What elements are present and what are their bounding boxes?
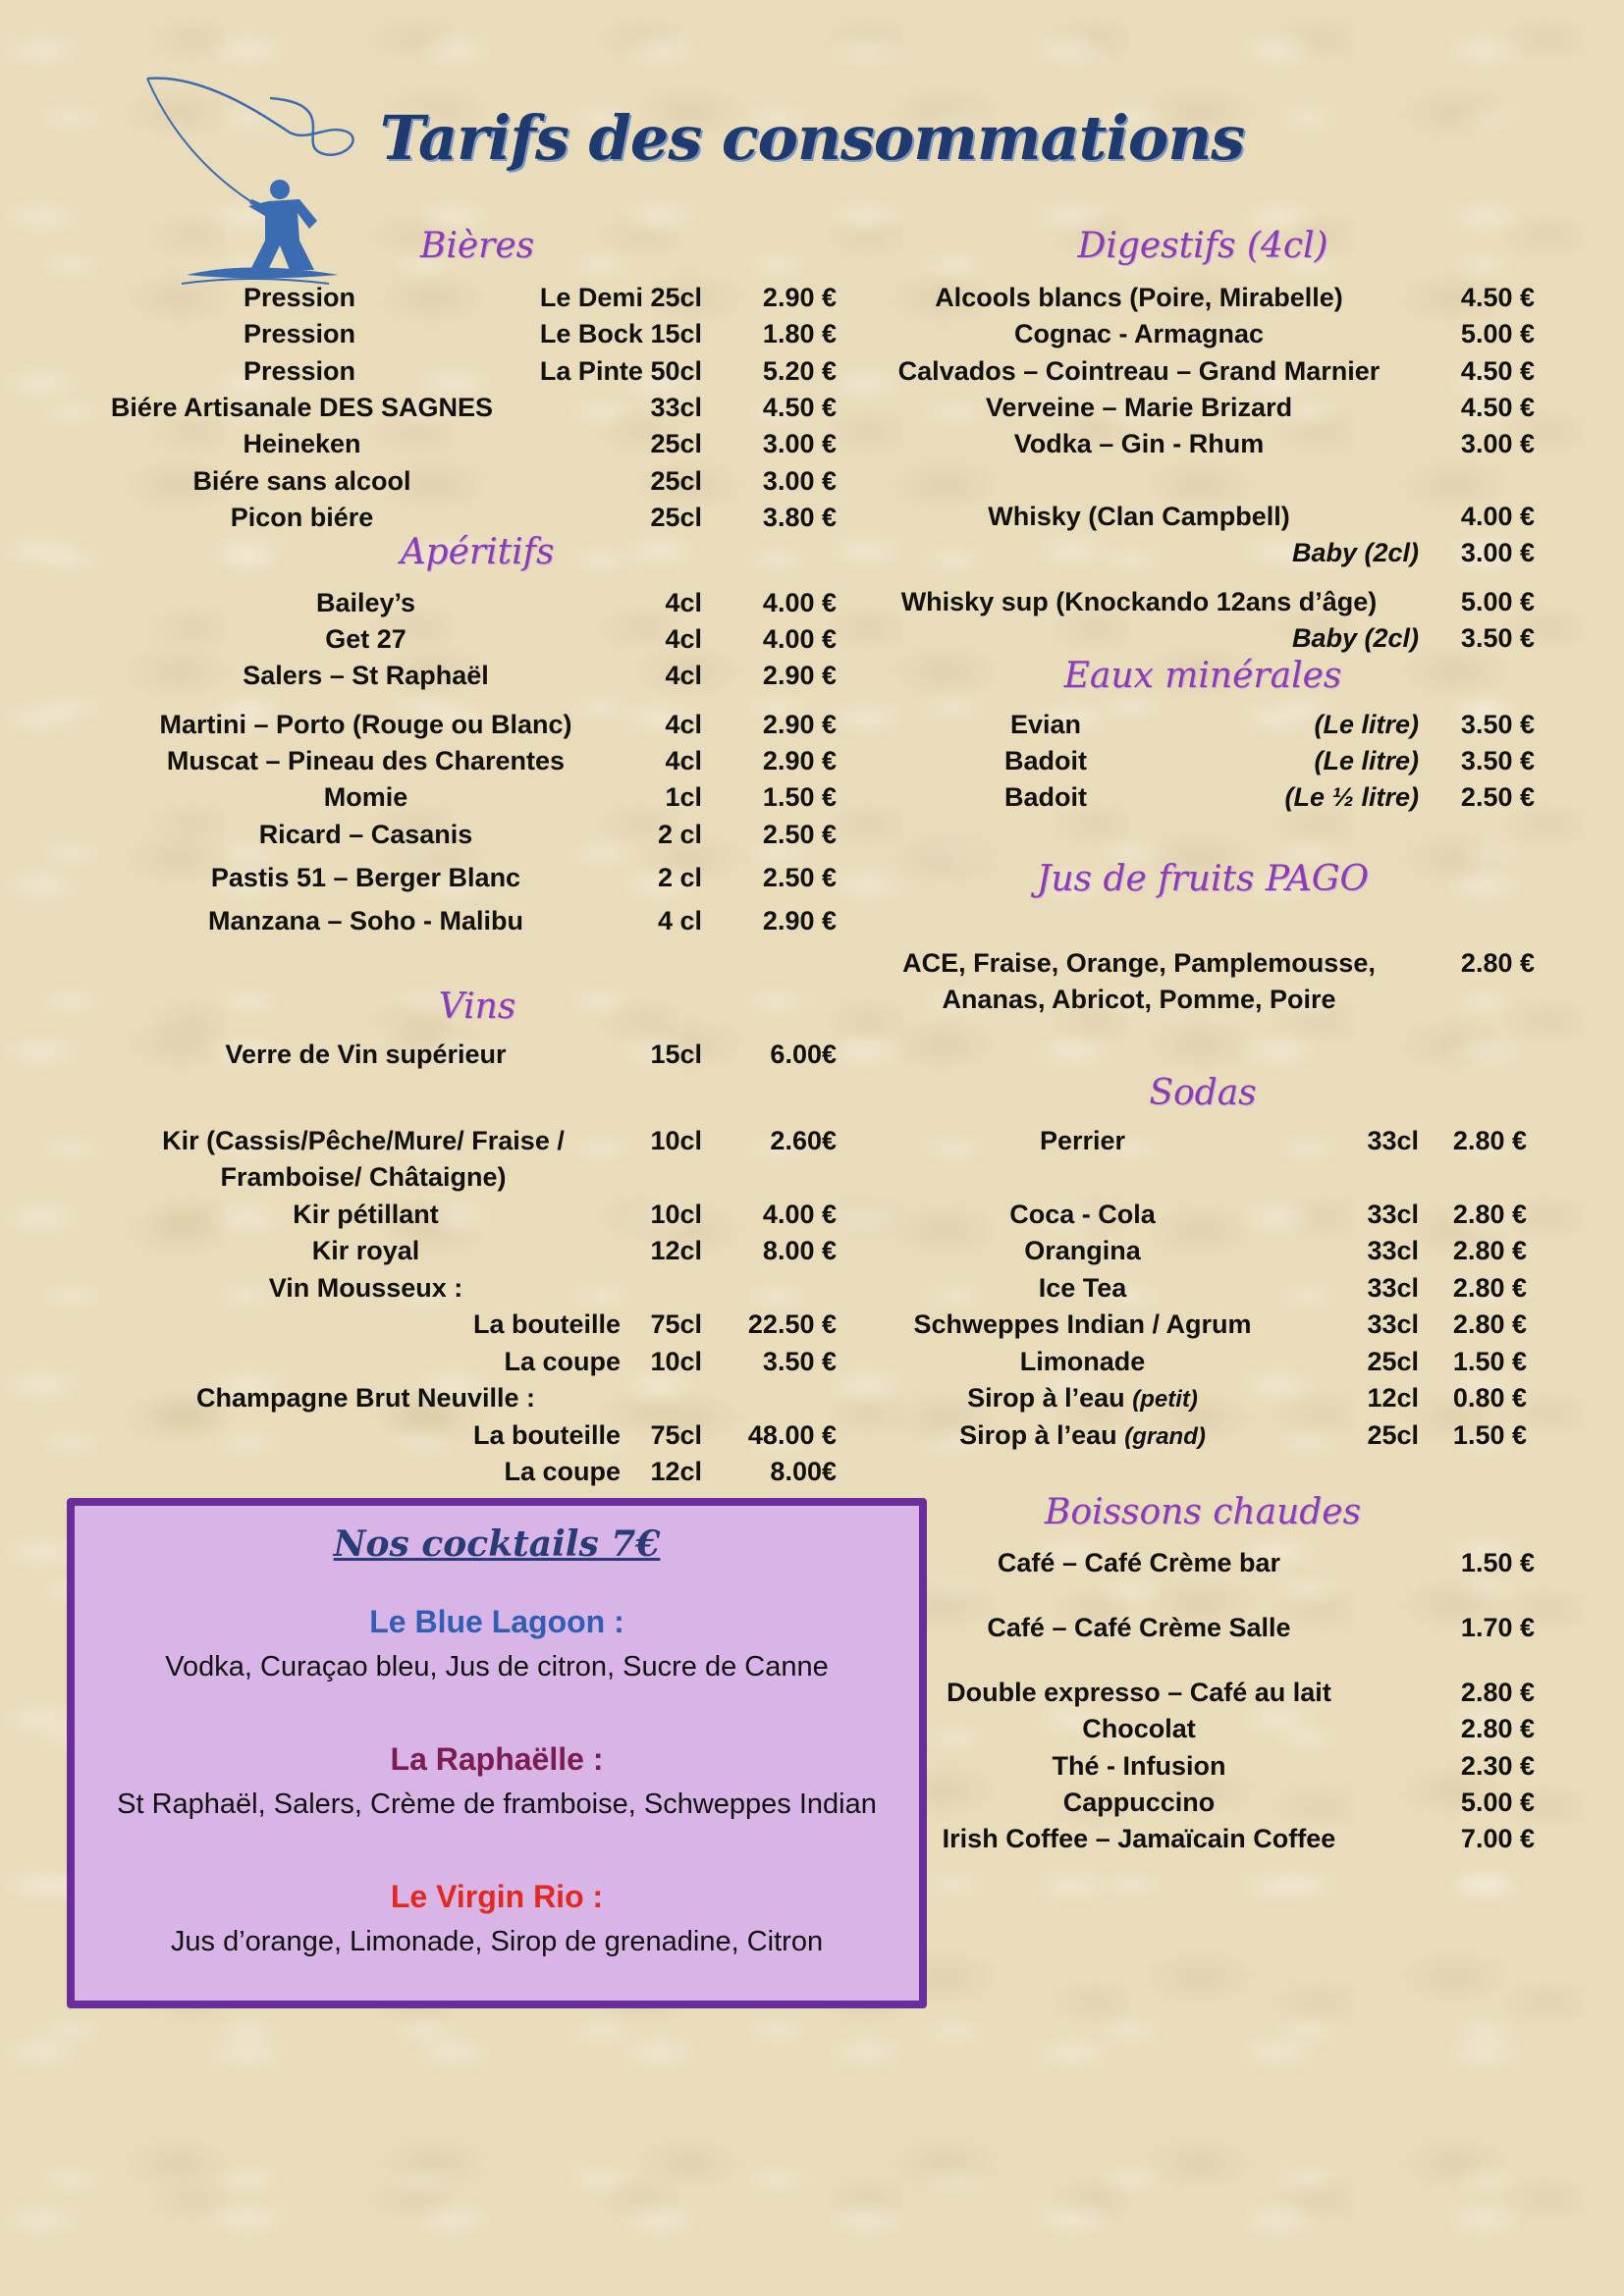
soda-item-label: Sirop à l’eau xyxy=(967,1383,1125,1413)
soda-item-name xyxy=(893,1270,1272,1307)
soda-item-price: 2.80 € xyxy=(1452,1236,1527,1265)
soda-item-size: 12cl xyxy=(1367,1383,1419,1413)
cocktail-name: La Raphaëlle : xyxy=(390,1741,604,1777)
soda-item-label: Limonade xyxy=(1019,1347,1146,1376)
aperitif-item-size: 4cl xyxy=(665,661,702,690)
aperitif-item-price: 2.90 € xyxy=(762,746,837,775)
aperitif-item-size: 2 cl xyxy=(657,863,702,892)
digestif-item-price: 4.50 € xyxy=(1460,356,1535,386)
beer-item-price: 4.50 € xyxy=(762,393,837,422)
kir-size: 10cl xyxy=(650,1126,702,1155)
champagne-coupe-size: 12cl xyxy=(650,1457,702,1486)
whisky-baby-label: Baby (2cl) xyxy=(1291,538,1419,567)
soda-item-size: 33cl xyxy=(1367,1236,1419,1265)
soda-item-label: Ice Tea xyxy=(1038,1273,1127,1303)
beer-item-price: 5.20 € xyxy=(762,356,837,386)
soda-item-label: Schweppes Indian / Agrum xyxy=(913,1309,1252,1339)
digestif-item-name: Calvados – Cointreau – Grand Marnier xyxy=(897,356,1380,386)
jus-line2: Ananas, Abricot, Pomme, Poire xyxy=(942,985,1336,1014)
champagne-bouteille-name: La bouteille xyxy=(472,1420,621,1450)
digestif-item-name: Verveine – Marie Brizard xyxy=(985,393,1293,422)
water-item-name: Badoit xyxy=(1004,782,1087,812)
hot-drink-price: 5.00 € xyxy=(1460,1788,1535,1817)
soda-item-price: 1.50 € xyxy=(1452,1420,1527,1450)
digestif-item-name: Alcools blancs (Poire, Mirabelle) xyxy=(935,283,1343,312)
kir-price: 2.60€ xyxy=(770,1126,837,1155)
soda-item-name xyxy=(893,1380,1272,1417)
beer-item-name: Pression xyxy=(243,356,356,386)
champagne-coupe-price: 8.00€ xyxy=(770,1457,837,1486)
hot-drink-name: Thé - Infusion xyxy=(1052,1751,1226,1781)
water-item-size: (Le ½ litre) xyxy=(1284,782,1419,812)
aperitif-item-price: 2.50 € xyxy=(762,820,837,849)
soda-item-note: (petit) xyxy=(1132,1386,1198,1413)
aperitif-item-price: 2.50 € xyxy=(762,863,837,892)
digestif-item-price: 4.50 € xyxy=(1460,283,1535,312)
hot-drink-price: 2.30 € xyxy=(1460,1751,1535,1781)
soda-item-size: 25cl xyxy=(1367,1420,1419,1450)
wine-item-size: 15cl xyxy=(650,1040,702,1069)
aperitif-item-size: 4cl xyxy=(665,746,702,775)
beer-item-name: Picon biére xyxy=(230,503,374,532)
aperitif-item-price: 4.00 € xyxy=(762,624,837,654)
soda-item-name xyxy=(893,1344,1272,1380)
aperitif-item-name: Muscat – Pineau des Charentes xyxy=(166,746,566,775)
kir-royal-name: Kir royal xyxy=(311,1236,420,1265)
aperitif-item-price: 2.90 € xyxy=(762,906,837,935)
champagne-label: Champagne Brut Neuville : xyxy=(195,1383,536,1413)
hot-drink-price: 2.80 € xyxy=(1460,1714,1535,1743)
mousseux-bouteille-name: La bouteille xyxy=(472,1309,621,1339)
soda-item-name xyxy=(893,1233,1272,1269)
hot-drink-name: Double expresso – Café au lait xyxy=(947,1678,1331,1707)
hot-drink-price: 2.80 € xyxy=(1460,1678,1535,1707)
champagne-coupe-name: La coupe xyxy=(504,1457,621,1486)
hot-drink-name: Chocolat xyxy=(1082,1714,1196,1743)
water-item-name: Evian xyxy=(1009,710,1082,739)
digestif-item-name: Vodka – Gin - Rhum xyxy=(1013,429,1265,458)
section-chaudes: Boissons chaudes xyxy=(1044,1492,1362,1532)
water-item-size: (Le litre) xyxy=(1314,710,1419,739)
soda-item-size: 33cl xyxy=(1367,1126,1419,1155)
soda-item-note: (grand) xyxy=(1124,1423,1206,1450)
hot-drink-name: Cappuccino xyxy=(1062,1788,1216,1817)
beer-item-name: Heineken xyxy=(243,429,361,458)
beer-item-size: 25cl xyxy=(650,429,702,458)
whisky-sup-baby-label: Baby (2cl) xyxy=(1291,623,1419,653)
soda-item-size: 33cl xyxy=(1367,1309,1419,1339)
kir-petillant-price: 4.00 € xyxy=(762,1200,837,1229)
aperitif-item-name: Manzana – Soho - Malibu xyxy=(207,906,524,935)
beer-item-size: La Pinte 50cl xyxy=(539,356,702,386)
soda-item-price: 2.80 € xyxy=(1452,1309,1527,1339)
mousseux-bouteille-size: 75cl xyxy=(650,1309,702,1339)
cocktail-desc: Jus d’orange, Limonade, Sirop de grenadine, Citron xyxy=(170,1926,824,1957)
soda-item-price: 1.50 € xyxy=(1452,1347,1527,1376)
whisky-sup-baby-price: 3.50 € xyxy=(1460,623,1535,653)
hot-drink-name: Café – Café Crème Salle xyxy=(987,1613,1291,1642)
kir-petillant-size: 10cl xyxy=(650,1200,702,1229)
soda-item-name xyxy=(893,1417,1272,1455)
beer-item-price: 3.00 € xyxy=(762,429,837,458)
aperitif-item-name: Get 27 xyxy=(325,624,406,654)
soda-item-label: Perrier xyxy=(1039,1126,1126,1155)
aperitif-item-size: 4cl xyxy=(665,588,702,617)
beer-item-size: Le Bock 15cl xyxy=(539,319,702,348)
whisky-name: Whisky (Clan Campbell) xyxy=(988,502,1290,531)
beer-item-size: 25cl xyxy=(650,503,702,532)
aperitif-item-size: 4cl xyxy=(665,710,702,739)
soda-item-price: 0.80 € xyxy=(1452,1383,1527,1413)
aperitif-item-name: Salers – St Raphaël xyxy=(243,661,489,690)
section-vins: Vins xyxy=(438,987,516,1027)
section-eaux: Eaux minérales xyxy=(1063,656,1342,696)
aperitif-item-price: 1.50 € xyxy=(762,782,837,812)
soda-item-label: Coca - Cola xyxy=(1009,1200,1156,1229)
champagne-bouteille-price: 48.00 € xyxy=(747,1420,837,1450)
water-item-price: 3.50 € xyxy=(1460,710,1535,739)
whisky-sup-price: 5.00 € xyxy=(1460,587,1535,616)
section-digestifs: Digestifs (4cl) xyxy=(1077,226,1328,266)
aperitif-item-size: 4cl xyxy=(665,624,702,654)
kir-name-line2: Framboise/ Châtaigne) xyxy=(220,1162,507,1192)
soda-item-name xyxy=(893,1123,1272,1159)
hot-drink-price: 7.00 € xyxy=(1460,1824,1535,1853)
hot-drink-price: 1.70 € xyxy=(1460,1613,1535,1642)
kir-royal-price: 8.00 € xyxy=(762,1236,837,1265)
kir-petillant-name: Kir pétillant xyxy=(293,1200,439,1229)
jus-line1: ACE, Fraise, Orange, Pamplemousse, xyxy=(902,948,1376,978)
aperitif-item-name: Momie xyxy=(323,782,408,812)
section-sodas: Sodas xyxy=(1149,1073,1257,1113)
soda-item-size: 25cl xyxy=(1367,1347,1419,1376)
digestif-item-price: 3.00 € xyxy=(1460,429,1535,458)
beer-item-price: 3.80 € xyxy=(762,503,837,532)
soda-item-name xyxy=(893,1197,1272,1233)
water-item-price: 2.50 € xyxy=(1460,782,1535,812)
wine-item-price: 6.00€ xyxy=(770,1040,837,1069)
beer-item-price: 2.90 € xyxy=(762,283,837,312)
cocktail-desc: Vodka, Curaçao bleu, Jus de citron, Sucre de Canne xyxy=(165,1651,829,1682)
wine-item-name: Verre de Vin supérieur xyxy=(225,1040,507,1069)
soda-item-price: 2.80 € xyxy=(1452,1273,1527,1303)
hot-drink-name: Irish Coffee – Jamaïcain Coffee xyxy=(942,1824,1336,1853)
kir-royal-size: 12cl xyxy=(650,1236,702,1265)
beer-item-size: Le Demi 25cl xyxy=(539,283,702,312)
beer-item-name: Biére sans alcool xyxy=(192,466,411,496)
beer-item-price: 1.80 € xyxy=(762,319,837,348)
mousseux-bouteille-price: 22.50 € xyxy=(747,1309,837,1339)
soda-item-label: Orangina xyxy=(1024,1236,1141,1265)
cocktail-name: Le Virgin Rio : xyxy=(390,1879,604,1914)
mousseux-coupe-price: 3.50 € xyxy=(762,1347,837,1376)
aperitif-item-size: 1cl xyxy=(665,782,702,812)
jus-price: 2.80 € xyxy=(1460,948,1535,978)
mousseux-label: Vin Mousseux : xyxy=(268,1273,463,1303)
soda-item-name xyxy=(893,1307,1272,1343)
aperitif-item-size: 2 cl xyxy=(657,820,702,849)
soda-item-label: Sirop à l’eau xyxy=(959,1420,1117,1450)
cocktails-title: Nos cocktails 7€ xyxy=(333,1523,661,1565)
beer-item-name: Pression xyxy=(243,283,356,312)
hot-drink-name: Café – Café Crème bar xyxy=(997,1548,1281,1577)
soda-item-price: 2.80 € xyxy=(1452,1126,1527,1155)
beer-item-name: Pression xyxy=(243,319,356,348)
soda-item-size: 33cl xyxy=(1367,1200,1419,1229)
whisky-sup-name: Whisky sup (Knockando 12ans d’âge) xyxy=(900,587,1378,616)
aperitif-item-name: Martini – Porto (Rouge ou Blanc) xyxy=(159,710,572,739)
digestif-item-price: 4.50 € xyxy=(1460,393,1535,422)
section-jus: Jus de fruits PAGO xyxy=(1036,859,1370,899)
cocktail-name: Le Blue Lagoon : xyxy=(369,1604,624,1639)
water-item-size: (Le litre) xyxy=(1314,746,1419,775)
whisky-price: 4.00 € xyxy=(1460,502,1535,531)
beer-item-name: Biére Artisanale DES SAGNES xyxy=(110,393,494,422)
digestif-item-name: Cognac - Armagnac xyxy=(1013,319,1265,348)
beer-item-size: 25cl xyxy=(650,466,702,496)
champagne-bouteille-size: 75cl xyxy=(650,1420,702,1450)
aperitif-item-price: 4.00 € xyxy=(762,588,837,617)
aperitif-item-price: 2.90 € xyxy=(762,661,837,690)
page-title: Tarifs des consommations xyxy=(379,102,1245,174)
water-item-name: Badoit xyxy=(1004,746,1087,775)
mousseux-coupe-name: La coupe xyxy=(504,1347,621,1376)
water-item-price: 3.50 € xyxy=(1460,746,1535,775)
aperitif-item-price: 2.90 € xyxy=(762,710,837,739)
aperitif-item-name: Pastis 51 – Berger Blanc xyxy=(210,863,521,892)
whisky-baby-price: 3.00 € xyxy=(1460,538,1535,567)
aperitif-item-name: Ricard – Casanis xyxy=(258,820,473,849)
section-bieres: Bières xyxy=(419,226,535,266)
aperitif-item-size: 4 cl xyxy=(657,906,702,935)
section-aperitifs: Apéritifs xyxy=(400,532,555,572)
hot-drink-price: 1.50 € xyxy=(1460,1548,1535,1577)
beer-item-size: 33cl xyxy=(650,393,702,422)
mousseux-coupe-size: 10cl xyxy=(650,1347,702,1376)
soda-item-price: 2.80 € xyxy=(1452,1200,1527,1229)
cocktails-box xyxy=(67,1498,927,2008)
aperitif-item-name: Bailey’s xyxy=(315,588,416,617)
digestif-item-price: 5.00 € xyxy=(1460,319,1535,348)
kir-name-line1: Kir (Cassis/Pêche/Mure/ Fraise / xyxy=(162,1126,565,1155)
cocktail-desc: St Raphaël, Salers, Crème de framboise, Schweppes Indian xyxy=(117,1789,877,1820)
beer-item-price: 3.00 € xyxy=(762,466,837,496)
soda-item-size: 33cl xyxy=(1367,1273,1419,1303)
